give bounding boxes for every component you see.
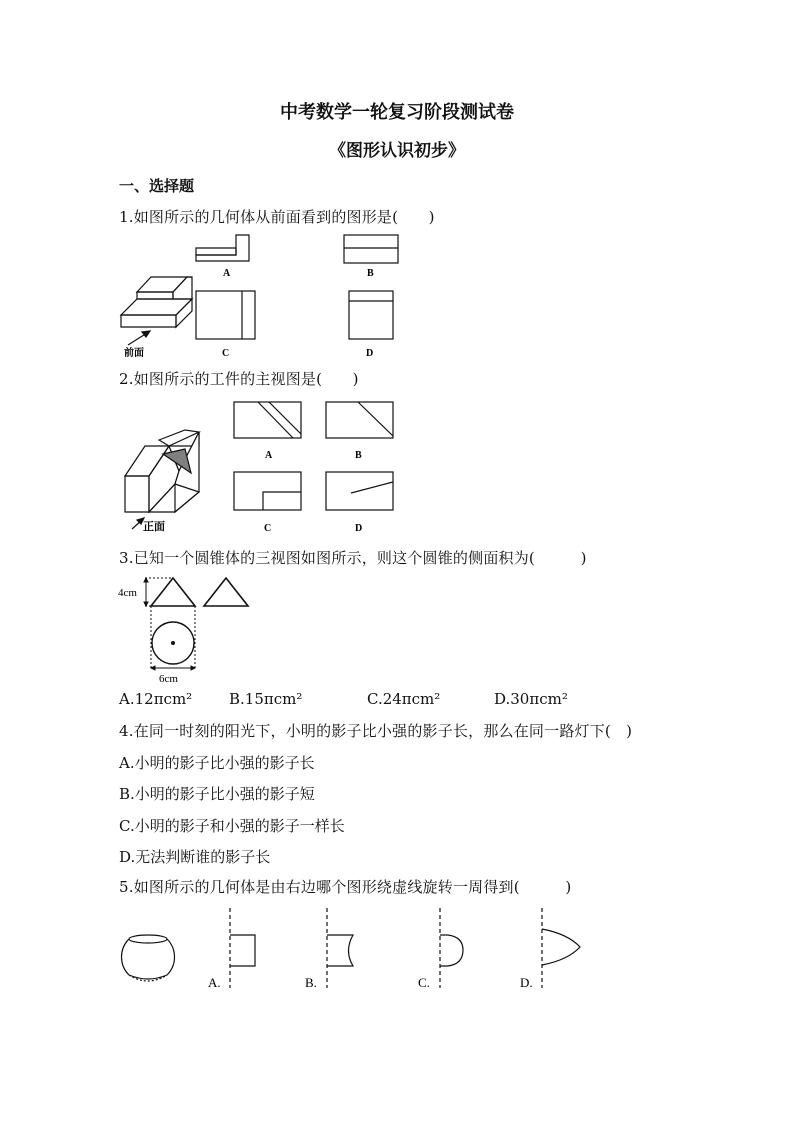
page-subtitle: 《图形认识初步》 [329, 141, 465, 161]
q1-label-d: D [366, 348, 374, 359]
q2-label-b: B [355, 450, 362, 461]
q2-label-c: C [264, 523, 272, 534]
question-1-figure [115, 232, 415, 362]
q1-label-b: B [367, 268, 374, 279]
question-5-stem: 5.如图所示的几何体是由右边哪个图形绕虚线旋转一周得到( ) [119, 878, 572, 896]
q2-workpiece-solid [125, 430, 199, 512]
q5-option-b-shape [327, 908, 353, 988]
q1-option-a-shape [196, 235, 249, 261]
question-3-stem: 3.已知一个圆锥体的三视图如图所示，则这个圆锥的侧面积为( ) [119, 549, 587, 567]
q1-stepped-solid [121, 277, 192, 327]
q5-option-a-shape [230, 908, 255, 988]
q3-front-view-triangle [151, 578, 195, 606]
q5-rotated-solid [122, 935, 175, 981]
question-5-figure [115, 903, 595, 998]
q3-dotted-guides [145, 578, 195, 670]
q2-option-c-shape [234, 472, 301, 510]
q5-label-d: D. [520, 975, 533, 990]
q3-center-dot [171, 641, 175, 645]
q3-width-dimension [151, 666, 195, 670]
q3-option-a: A.12πcm² [119, 690, 193, 708]
q3-option-b: B.15πcm² [229, 690, 303, 708]
q2-front-label: 正面 [143, 521, 165, 533]
q1-label-a: A [223, 268, 231, 279]
q5-option-c-shape [440, 908, 463, 988]
q1-option-d-shape [349, 291, 393, 339]
q4-option-a: A.小明的影子比小强的影子长 [119, 754, 315, 772]
question-2-figure [115, 396, 415, 541]
q2-option-b-shape [326, 402, 393, 438]
q1-option-b-shape [344, 235, 398, 263]
q2-option-d-shape [326, 472, 393, 510]
q4-option-d: D.无法判断谁的影子长 [119, 848, 271, 866]
q5-label-a: A. [208, 975, 221, 990]
question-1-stem: 1.如图所示的几何体从前面看到的图形是( ) [119, 208, 435, 226]
section-title: 一、选择题 [119, 177, 195, 195]
q5-label-b: B. [305, 975, 317, 990]
question-4-stem: 4.在同一时刻的阳光下，小明的影子比小强的影子长，那么在同一路灯下( ) [119, 722, 633, 740]
page-title: 中考数学一轮复习阶段测试卷 [280, 102, 514, 123]
q5-option-d-shape [542, 908, 580, 988]
question-3-figure [115, 572, 255, 687]
q3-height-dimension [144, 578, 148, 606]
q3-option-c: C.24πcm² [367, 690, 441, 708]
q3-option-d: D.30πcm² [494, 690, 568, 708]
q1-option-c-shape [196, 291, 255, 339]
q1-label-c: C [222, 348, 230, 359]
front-arrow-icon [128, 331, 150, 345]
q2-option-a-shape [234, 402, 301, 438]
q2-label-d: D [355, 523, 363, 534]
q3-side-view-triangle [204, 578, 248, 606]
question-2-stem: 2.如图所示的工件的主视图是( ) [119, 370, 359, 388]
q2-label-a: A [265, 450, 273, 461]
q5-label-c: C. [418, 975, 430, 990]
q1-front-label: 前面 [124, 348, 144, 359]
q4-option-c: C.小明的影子和小强的影子一样长 [119, 817, 345, 835]
q3-height-label: 4cm [118, 587, 137, 599]
q3-width-label: 6cm [159, 673, 178, 685]
q4-option-b: B.小明的影子比小强的影子短 [119, 785, 315, 803]
